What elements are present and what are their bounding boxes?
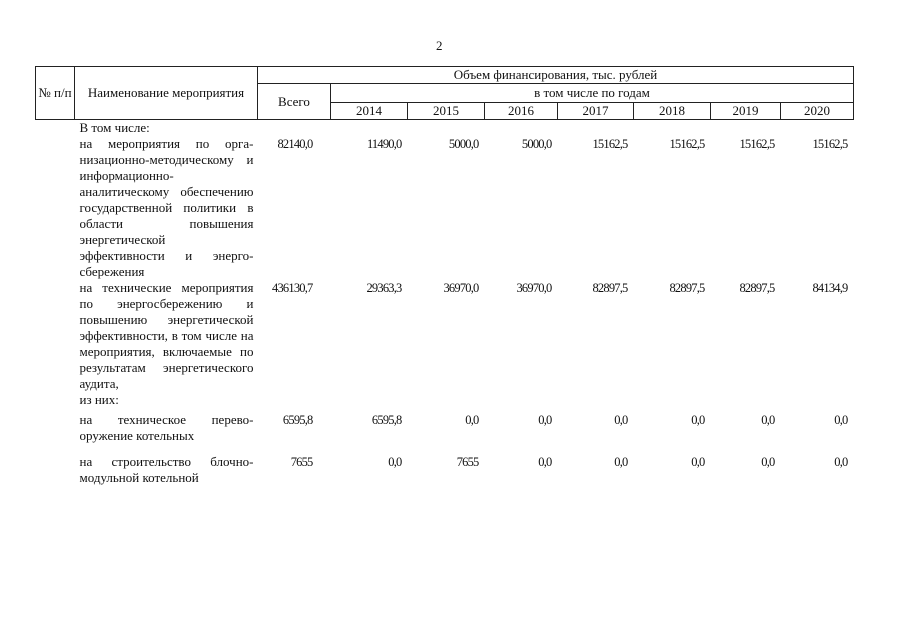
row-value: 29363,3 [366, 281, 402, 295]
row-value: 0,0 [614, 413, 628, 427]
row-value: 0,0 [691, 455, 705, 469]
note-row [36, 120, 854, 137]
row-value: 0,0 [538, 413, 552, 427]
table-row [36, 280, 854, 392]
header-year: 2017 [558, 103, 634, 120]
table-body [36, 120, 854, 487]
row-total: 7655 [290, 455, 313, 469]
header-col-total: Всего [258, 84, 331, 120]
row-total: 6595,8 [282, 413, 313, 427]
page-number: 2 [436, 38, 443, 53]
row-value: 5000,0 [521, 137, 552, 151]
header-col-funding: Объем финансирования, тыс. рублей [258, 67, 854, 84]
row-value: 0,0 [538, 455, 552, 469]
note-row [36, 392, 854, 408]
row-value: 0,0 [691, 413, 705, 427]
row-value: 82897,5 [669, 281, 705, 295]
row-total: 82140,0 [277, 137, 313, 151]
header-col-name: Наименование мероприятия [75, 67, 258, 120]
note-of-them: из них: [79, 392, 119, 407]
header-year: 2020 [781, 103, 854, 120]
table-row [36, 408, 854, 444]
table-row [36, 136, 854, 280]
row-value: 82897,5 [592, 281, 628, 295]
table-header [36, 67, 854, 120]
table-row [36, 444, 854, 486]
header-year: 2014 [331, 103, 408, 120]
row-total: 436130,7 [272, 281, 313, 295]
row-value: 0,0 [834, 413, 848, 427]
row-value: 36970,0 [516, 281, 552, 295]
row-value: 0,0 [614, 455, 628, 469]
row-value: 6595,8 [371, 413, 402, 427]
row-value: 15162,5 [739, 137, 775, 151]
header-year: 2018 [634, 103, 711, 120]
note-including: В том числе: [79, 120, 150, 135]
row-value: 82897,5 [739, 281, 775, 295]
row-value: 0,0 [761, 413, 775, 427]
header-year: 2015 [408, 103, 485, 120]
row-value: 0,0 [388, 455, 402, 469]
row-value: 7655 [456, 455, 479, 469]
header-year: 2019 [711, 103, 781, 120]
row-value: 15162,5 [812, 137, 848, 151]
header-year: 2016 [485, 103, 558, 120]
row-value: 84134,9 [812, 281, 848, 295]
row-value: 15162,5 [592, 137, 628, 151]
row-value: 11490,0 [366, 137, 402, 151]
financing-table [35, 66, 854, 486]
row-value: 0,0 [465, 413, 479, 427]
header-col-number: № п/п [36, 67, 75, 120]
row-name: на техническое перевооружение котельных [79, 412, 254, 443]
row-name: на мероприятия по организационно-методическому и информационно-аналитическому обеспечению государственной политики в области повышения энергетической эффективности и энергосбережения [79, 136, 254, 279]
row-value: 5000,0 [448, 137, 479, 151]
row-value: 0,0 [834, 455, 848, 469]
header-col-by-years: в том числе по годам [331, 84, 854, 103]
row-value: 0,0 [761, 455, 775, 469]
row-name: на строительство блочно-модульной котельной [79, 454, 254, 485]
row-value: 36970,0 [443, 281, 479, 295]
row-value: 15162,5 [669, 137, 705, 151]
row-name: на технические мероприятия по энергосбережению и повышению энергетической эффективности, в том числе на мероприятия, включаемые по результатам энергетического аудита, [79, 280, 254, 391]
